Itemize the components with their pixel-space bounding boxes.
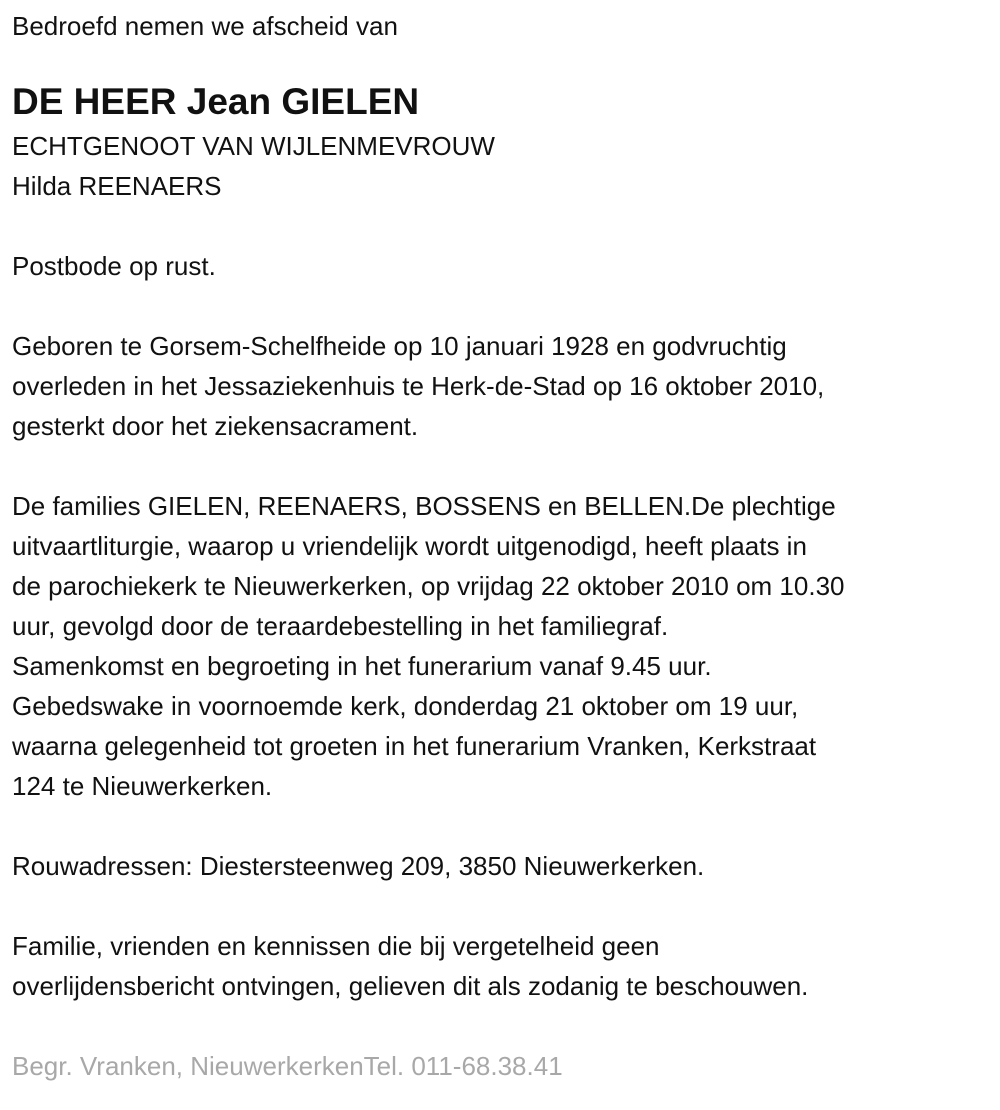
birth-line: overleden in het Jessaziekenhuis te Herk-de-Stad op 16 oktober 2010,	[12, 371, 825, 401]
families-line: uur, gevolgd door de teraardebestelling in het familiegraf.	[12, 611, 669, 641]
spouse-line-1: ECHTGENOOT VAN WIJLENMEVROUW	[12, 131, 495, 161]
notice-line: overlijdensbericht ontvingen, gelieven dit als zodanig te beschouwen.	[12, 971, 809, 1001]
families-line: Samenkomst en begroeting in het funerarium vanaf 9.45 uur.	[12, 651, 712, 681]
families-line: waarna gelegenheid tot groeten in het funerarium Vranken, Kerkstraat	[12, 731, 817, 761]
birth-line: Geboren te Gorsem-Schelfheide op 10 januari 1928 en godvruchtig	[12, 331, 787, 361]
occupation: Postbode op rust.	[12, 251, 216, 281]
families-line: de parochiekerk te Nieuwerkerken, op vrijdag 22 oktober 2010 om 10.30	[12, 571, 845, 601]
notice-line: Familie, vrienden en kennissen die bij vergetelheid geen	[12, 931, 660, 961]
obituary-notice	[12, 6, 845, 1086]
funeral-home-footer: Begr. Vranken, NieuwerkerkenTel. 011-68.38.41	[12, 1051, 563, 1081]
intro-text: Bedroefd nemen we afscheid van	[12, 11, 398, 41]
families-line: De families GIELEN, REENAERS, BOSSENS en BELLEN.De plechtige	[12, 491, 836, 521]
families-line: Gebedswake in voornoemde kerk, donderdag 21 oktober om 19 uur,	[12, 691, 799, 721]
deceased-name: DE HEER Jean GIELEN	[12, 81, 420, 122]
birth-line: gesterkt door het ziekensacrament.	[12, 411, 419, 441]
families-line: 124 te Nieuwerkerken.	[12, 771, 273, 801]
mourning-address: Rouwadressen: Diestersteenweg 209, 3850 Nieuwerkerken.	[12, 851, 705, 881]
families-line: uitvaartliturgie, waarop u vriendelijk wordt uitgenodigd, heeft plaats in	[12, 531, 807, 561]
spouse-line-2: Hilda REENAERS	[12, 171, 222, 201]
